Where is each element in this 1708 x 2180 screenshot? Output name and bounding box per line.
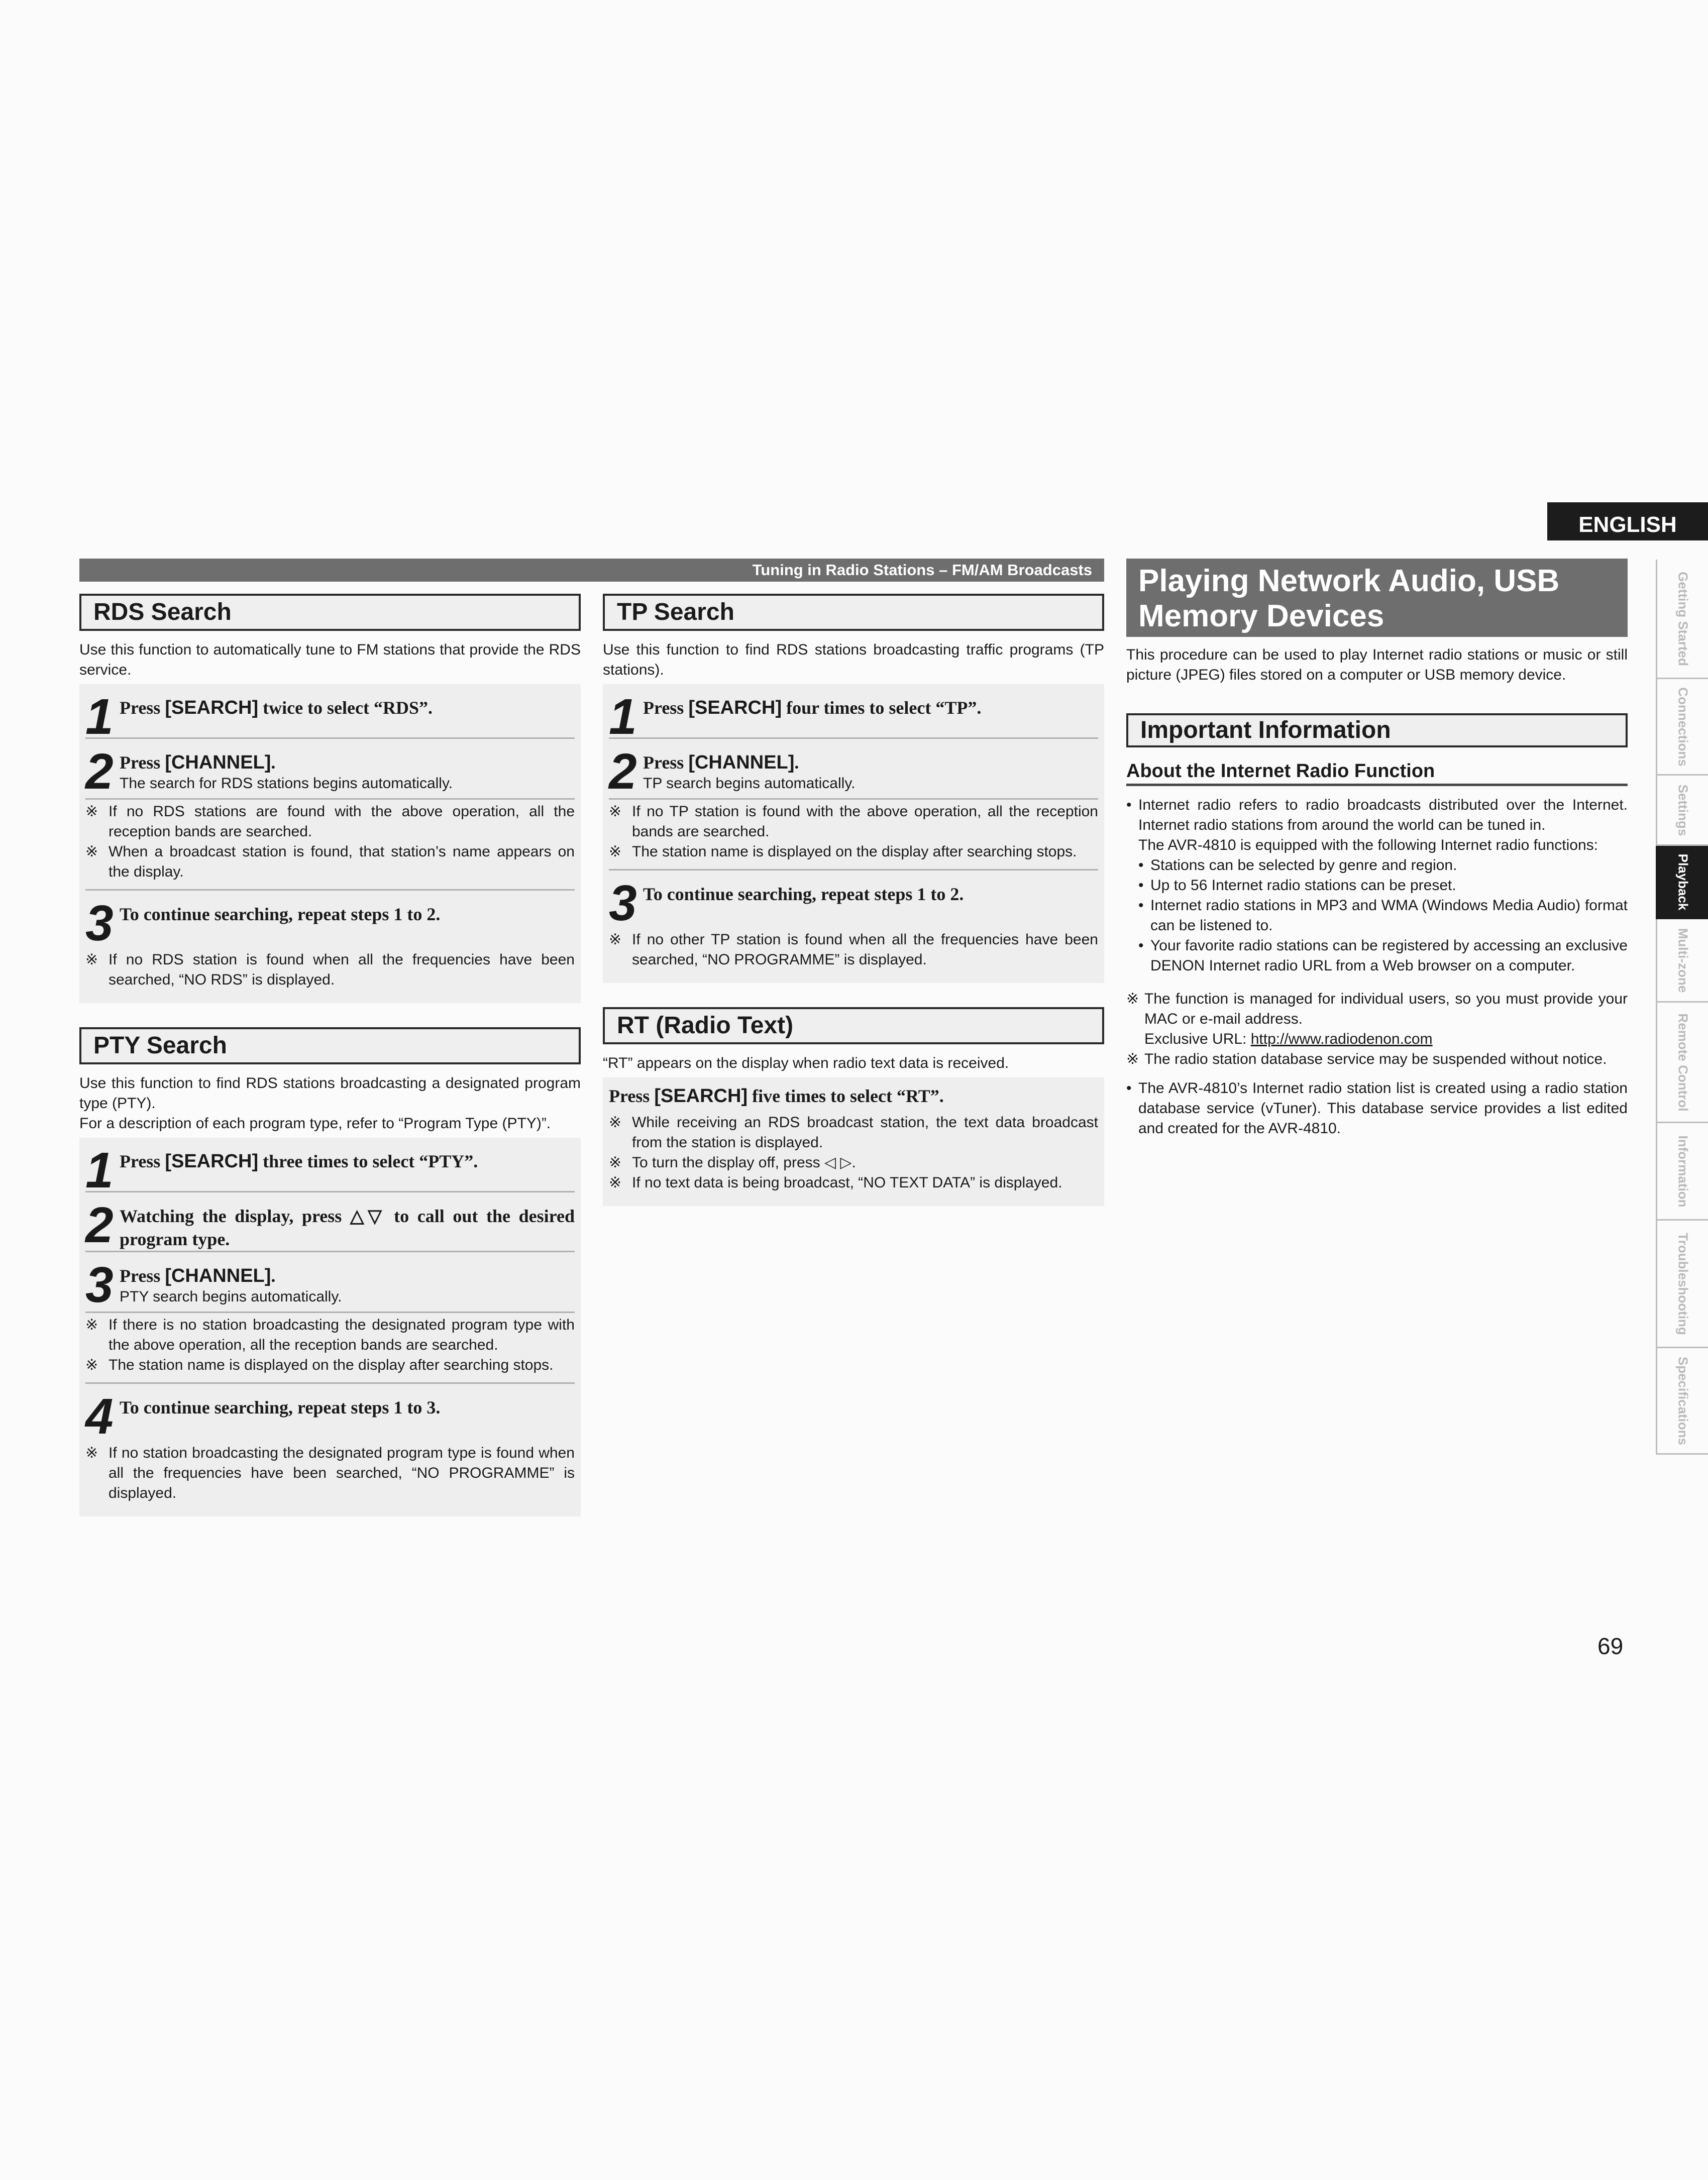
- step-desc: TP search begins automatically.: [643, 775, 856, 792]
- note: ※ If there is no station broadcasting the designated program type with the above operation, all the reception bands are searched.: [85, 1317, 575, 1353]
- rds-step-2: [85, 743, 575, 800]
- step-number: 3: [85, 895, 114, 951]
- rt-section: [603, 1007, 1104, 1206]
- note: ※ When a broadcast station is found, that station’s name appears on the display.: [85, 843, 575, 880]
- pty-step-3: [85, 1259, 575, 1313]
- feature-item: • Stations can be selected by genre and region.: [1138, 857, 1457, 874]
- note: ※ The radio station database service may be suspended without notice.: [1126, 1051, 1607, 1067]
- channel-key: [CHANNEL]: [165, 752, 271, 773]
- tab-specifications[interactable]: Specifications: [1656, 1348, 1708, 1455]
- rds-section: [79, 594, 581, 1003]
- internet-radio-content: [1126, 795, 1628, 1139]
- bullet: • The AVR-4810’s Internet radio station list is created using a radio station database service (vTuner). This database service provides a list edited and created for the AVR-4810.: [1126, 1080, 1628, 1137]
- step-desc: PTY search begins automatically.: [120, 1288, 342, 1305]
- step-title: Press [SEARCH] four times to select “TP”.: [643, 697, 982, 718]
- tp-section: [603, 594, 1104, 983]
- feature-list: [1138, 855, 1628, 976]
- step-desc: The search for RDS stations begins automatically.: [120, 775, 453, 792]
- rds-step-3: [85, 895, 575, 951]
- step-title: Press [SEARCH] twice to select “RDS”.: [120, 697, 433, 718]
- tp-step-1: [609, 689, 1098, 745]
- tab-remote-control[interactable]: Remote Control: [1656, 1003, 1708, 1123]
- tp-step2-notes: [609, 800, 1098, 870]
- page-number: 69: [1597, 1633, 1624, 1659]
- channel-key: [CHANNEL]: [688, 752, 795, 773]
- rds-step2-notes: [85, 800, 575, 891]
- rt-steps: [603, 1077, 1104, 1206]
- rds-intro: Use this function to automatically tune to FM stations that provide the RDS service.: [79, 641, 581, 678]
- pty-step-2: [85, 1197, 575, 1253]
- network-notes: [1126, 987, 1628, 1078]
- step-title: To continue searching, repeat steps 1 to 3.: [120, 1397, 441, 1418]
- step-title: Press [SEARCH] three times to select “PTY”.: [120, 1151, 478, 1172]
- tp-steps: [603, 684, 1104, 983]
- search-key: [SEARCH]: [165, 1151, 259, 1172]
- pty-section: [79, 1027, 581, 1516]
- tp-step3-notes: [609, 928, 1098, 977]
- tab-troubleshooting[interactable]: Troubleshooting: [1656, 1221, 1708, 1348]
- tp-step-2: [609, 743, 1098, 800]
- pty-step4-notes: [85, 1441, 575, 1510]
- network-intro: This procedure can be used to play Internet radio stations or music or still picture (JPEG) files stored on a computer or USB memory device.: [1126, 646, 1628, 683]
- step-number: 1: [85, 1142, 114, 1198]
- step-number: 4: [85, 1388, 114, 1445]
- step-number: 2: [609, 743, 637, 800]
- section-header-bar: Tuning in Radio Stations – FM/AM Broadcasts: [79, 559, 1104, 582]
- step-title: Watching the display, press △▽ to call out the desired program type.: [120, 1206, 575, 1249]
- tp-intro: Use this function to find RDS stations broadcasting traffic programs (TP stations).: [603, 641, 1104, 678]
- step-number: 3: [85, 1257, 114, 1313]
- right-column: [1126, 559, 1628, 1139]
- note: ※ If no TP station is found with the above operation, all the reception bands are searched.: [609, 803, 1098, 840]
- rt-title: RT (Radio Text): [603, 1007, 1104, 1044]
- feature-item: • Internet radio stations in MP3 and WMA (Windows Media Audio) format can be listened to.: [1138, 897, 1628, 934]
- tab-connections[interactable]: Connections: [1656, 679, 1708, 776]
- tab-getting-started[interactable]: Getting Started: [1656, 560, 1708, 679]
- important-info-title: Important Information: [1126, 713, 1628, 747]
- step-title: To continue searching, repeat steps 1 to 2.: [643, 884, 964, 904]
- note: ※ If no RDS stations are found with the above operation, all the reception bands are searched.: [85, 803, 575, 840]
- pty-title: PTY Search: [79, 1027, 581, 1064]
- pty-step-1: [85, 1142, 575, 1198]
- rds-steps: [79, 684, 581, 1003]
- search-key: [SEARCH]: [165, 697, 259, 718]
- note: ※ The function is managed for individual users, so you must provide your MAC or e-mail address. Exclusive URL: http://www.radiodenon.com: [1126, 991, 1628, 1047]
- bullet: • Internet radio refers to radio broadcasts distributed over the Internet. Internet radio stations from around the world can be tuned in. The AVR-4810 is equipped with the following Internet radio functions: • Stations can be selected by genre and region. • Up to 56 Internet radio stations can be preset. • Internet radio stations in MP3 and WMA (Windows Media Audio) format can be listened to. • Your favorite radio stations can be registered by accessing an exclusive DENON Internet radio URL from a Web browser on a computer.: [1126, 795, 1628, 976]
- step-title: To continue searching, repeat steps 1 to 2.: [120, 904, 441, 924]
- pty-steps: [79, 1138, 581, 1516]
- radiodenon-link[interactable]: http://www.radiodenon.com: [1250, 1031, 1433, 1047]
- tab-playback[interactable]: Playback: [1656, 846, 1708, 919]
- pty-step-4: [85, 1388, 575, 1445]
- tp-step-3: [609, 875, 1098, 931]
- tab-settings[interactable]: Settings: [1656, 776, 1708, 846]
- step-number: 2: [85, 1197, 114, 1253]
- note: ※ If no station broadcasting the designated program type is found when all the frequencies have been searched, “NO PROGRAMME” is displayed.: [85, 1445, 575, 1501]
- pty-intro: Use this function to find RDS stations broadcasting a designated program type (PTY). For a description of each program type, refer to “Program Type (PTY)”.: [79, 1075, 581, 1132]
- rt-step: Press [SEARCH] five times to select “RT”.: [609, 1085, 944, 1107]
- step-title: Press [CHANNEL].: [120, 752, 276, 773]
- note: ※ The station name is displayed on the display after searching stops.: [609, 843, 1077, 860]
- tab-information[interactable]: Information: [1656, 1123, 1708, 1221]
- note: ※ If no text data is being broadcast, “NO TEXT DATA” is displayed.: [609, 1174, 1062, 1191]
- rt-intro: “RT” appears on the display when radio text data is received.: [603, 1055, 1009, 1071]
- tab-multi-zone[interactable]: Multi-zone: [1656, 919, 1708, 1003]
- tp-title: TP Search: [603, 594, 1104, 631]
- network-title: Playing Network Audio, USB Memory Devices: [1126, 559, 1628, 637]
- feature-item: • Up to 56 Internet radio stations can be preset.: [1138, 877, 1456, 894]
- step-number: 3: [609, 875, 637, 931]
- left-column: [79, 594, 581, 1516]
- middle-column: [603, 594, 1104, 1206]
- language-label: ENGLISH: [1547, 502, 1708, 540]
- note: ※ While receiving an RDS broadcast station, the text data broadcast from the station is displayed.: [609, 1114, 1098, 1151]
- note: ※ If no other TP station is found when all the frequencies have been searched, “NO PROGRAMME” is displayed.: [609, 931, 1098, 968]
- feature-item: • Your favorite radio stations can be registered by accessing an exclusive DENON Internet radio URL from a Web browser on a computer.: [1138, 937, 1628, 974]
- search-key: [SEARCH]: [654, 1085, 748, 1107]
- step-number: 1: [85, 689, 114, 745]
- channel-key: [CHANNEL]: [165, 1265, 271, 1286]
- step-title: Press [CHANNEL].: [643, 752, 799, 773]
- step-number: 2: [85, 743, 114, 800]
- note: ※ If no RDS station is found when all the frequencies have been searched, “NO RDS” is displayed.: [85, 951, 575, 988]
- rds-step3-notes: [85, 948, 575, 997]
- step-number: 1: [609, 689, 637, 745]
- note: ※ The station name is displayed on the display after searching stops.: [85, 1357, 554, 1373]
- step-title: Press [CHANNEL].: [120, 1265, 276, 1286]
- note: ※ To turn the display off, press ◁ ▷.: [609, 1154, 856, 1171]
- side-tabs: [1656, 560, 1708, 1455]
- internet-radio-subhead: About the Internet Radio Function: [1126, 759, 1628, 786]
- search-key: [SEARCH]: [688, 697, 782, 718]
- pty-step3-notes: [85, 1313, 575, 1384]
- rds-title: RDS Search: [79, 594, 581, 631]
- rt-notes: [609, 1111, 1098, 1200]
- rds-step-1: [85, 689, 575, 745]
